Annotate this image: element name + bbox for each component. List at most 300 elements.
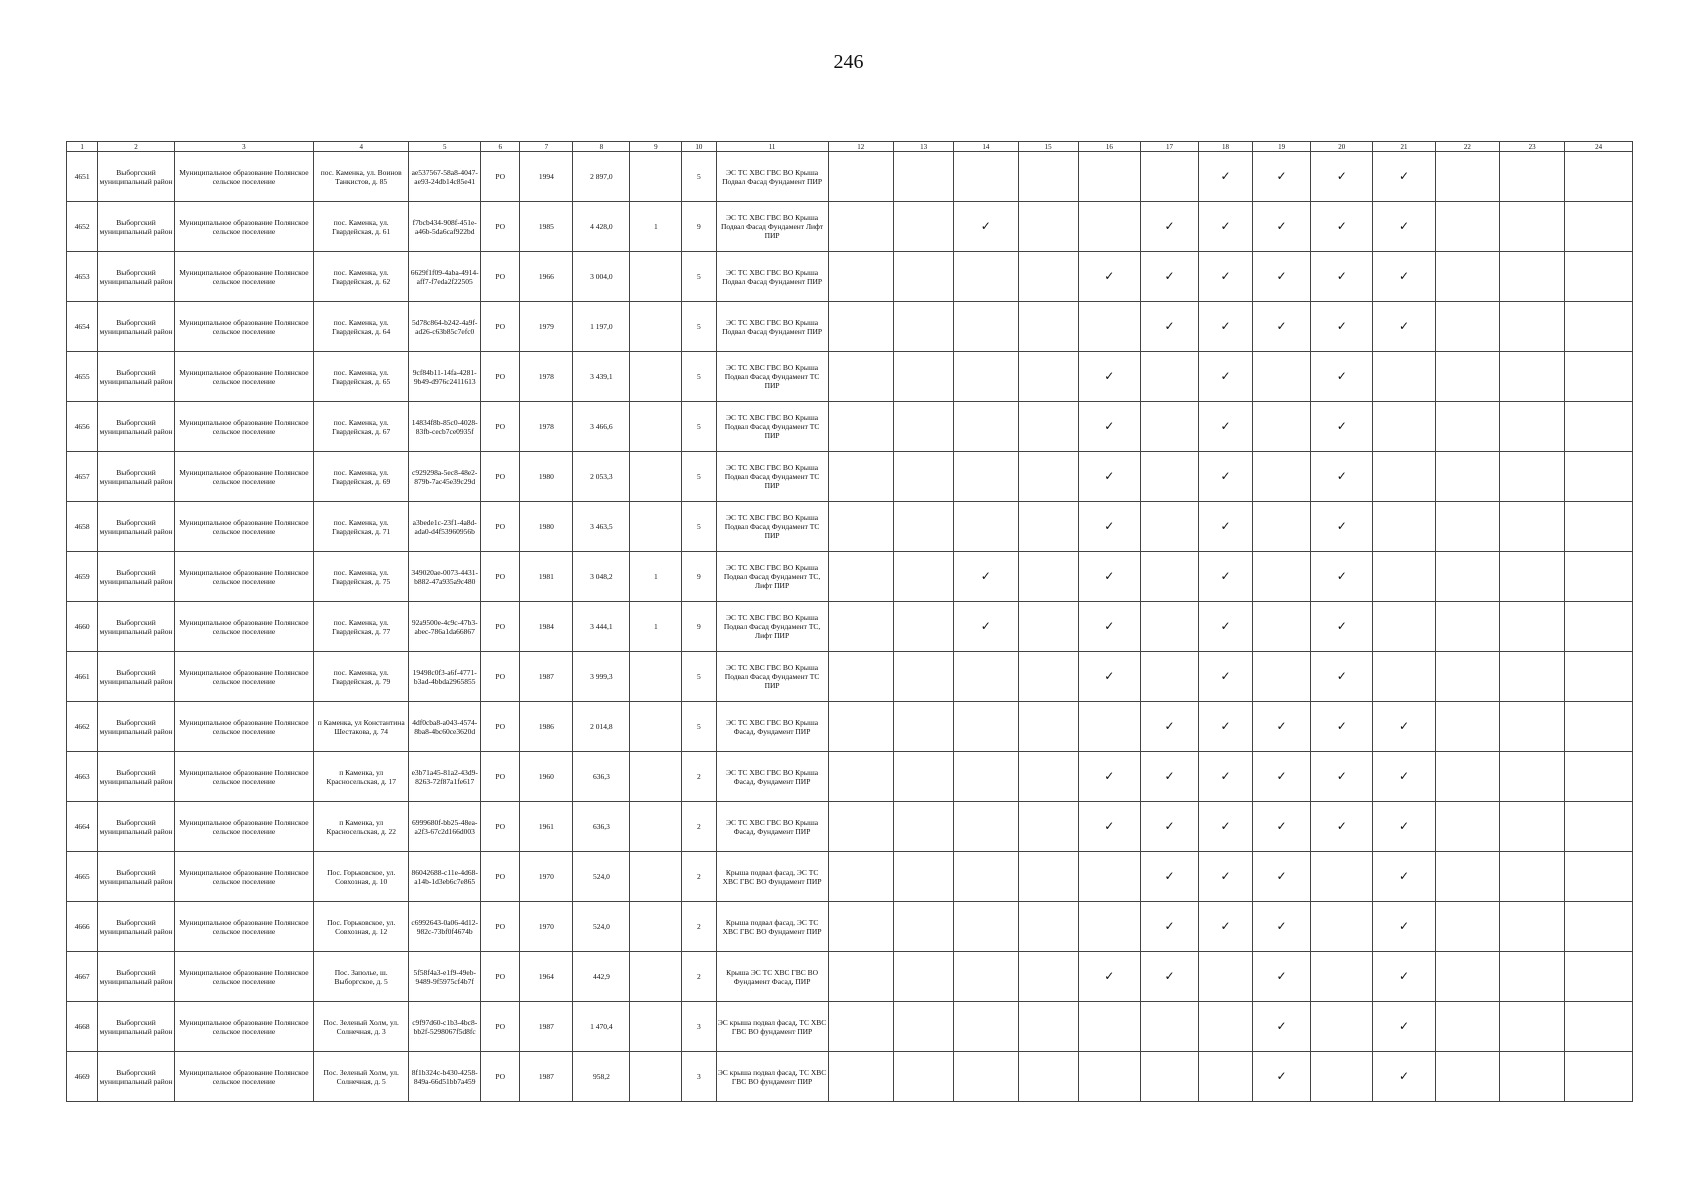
column-19-cell (1253, 202, 1311, 252)
column-18-cell (1199, 702, 1253, 752)
column-16-cell (1078, 352, 1140, 402)
column-20-cell (1311, 602, 1373, 652)
row-number-cell: 4659 (67, 552, 98, 602)
works-list-cell: ЭС крыша подвал фасад, ТС ХВС ГВС ВО фундамент ПИР (716, 1052, 828, 1102)
check-mark-icon: ✓ (1336, 568, 1347, 583)
table-row (67, 1052, 1633, 1102)
column-19-cell (1253, 252, 1311, 302)
check-mark-icon: ✓ (1398, 818, 1410, 833)
column-number-20: 20 (1311, 142, 1373, 152)
column-9-cell (630, 152, 682, 202)
column-9-cell (630, 502, 682, 552)
row-number-cell: 4669 (67, 1052, 98, 1102)
column-17-cell (1140, 302, 1198, 352)
check-mark-icon: ✓ (1336, 618, 1347, 633)
column-15-cell (1018, 652, 1078, 702)
column-21-cell (1373, 652, 1435, 702)
guid-cell: 349020ae-0073-4431-b882-47a935a9c480 (409, 552, 481, 602)
address-cell: п Каменка, ул Красносельская, д. 17 (313, 752, 408, 802)
column-19-cell (1253, 702, 1311, 752)
column-23-cell (1499, 602, 1564, 652)
column-13-cell (893, 302, 953, 352)
column-21-cell (1373, 1052, 1435, 1102)
column-23-cell (1499, 202, 1564, 252)
column-24-cell (1565, 952, 1633, 1002)
address-cell: Пос. Заполье, ш. Выборгское, д. 5 (313, 952, 408, 1002)
area-cell: 3 004,0 (573, 252, 630, 302)
management-type-cell: РО (481, 852, 520, 902)
municipality-cell: Муниципальное образование Полянское сельское поселение (174, 302, 313, 352)
column-23-cell (1499, 402, 1564, 452)
floors-cell: 9 (682, 202, 716, 252)
column-16-cell (1078, 952, 1140, 1002)
column-15-cell (1018, 252, 1078, 302)
column-16-cell (1078, 302, 1140, 352)
column-22-cell (1435, 1052, 1499, 1102)
column-22-cell (1435, 1002, 1499, 1052)
check-mark-icon: ✓ (1398, 1018, 1410, 1033)
works-list-cell: ЭС ТС ХВС ГВС ВО Крыша Подвал Фасад Фундамент ПИР (716, 252, 828, 302)
year-built-cell: 1960 (520, 752, 573, 802)
column-21-cell (1373, 952, 1435, 1002)
column-number-8: 8 (573, 142, 630, 152)
district-cell: Выборгский муниципальный район (98, 352, 175, 402)
works-list-cell: ЭС ТС ХВС ГВС ВО Крыша Подвал Фасад Фундамент ТС ПИР (716, 402, 828, 452)
table-row (67, 302, 1633, 352)
area-cell: 3 439,1 (573, 352, 630, 402)
column-13-cell (893, 952, 953, 1002)
column-13-cell (893, 252, 953, 302)
row-number-cell: 4660 (67, 602, 98, 652)
works-list-cell: ЭС ТС ХВС ГВС ВО Крыша Подвал Фасад Фундамент ПИР (716, 302, 828, 352)
guid-cell: c9f97d60-c1b3-4bc8-bb2f-5298067f5d8fc (409, 1002, 481, 1052)
floors-cell: 5 (682, 652, 716, 702)
column-12-cell (828, 202, 893, 252)
check-mark-icon: ✓ (1398, 768, 1410, 783)
column-12-cell (828, 452, 893, 502)
works-list-cell: ЭС ТС ХВС ГВС ВО Крыша Подвал Фасад Фундамент ТС, Лифт ПИР (716, 552, 828, 602)
check-mark-icon: ✓ (1104, 468, 1115, 483)
column-12-cell (828, 502, 893, 552)
column-12-cell (828, 602, 893, 652)
column-22-cell (1435, 602, 1499, 652)
column-22-cell (1435, 152, 1499, 202)
column-18-cell (1199, 252, 1253, 302)
check-mark-icon: ✓ (1104, 368, 1115, 383)
management-type-cell: РО (481, 752, 520, 802)
check-mark-icon: ✓ (1336, 818, 1347, 833)
area-cell: 1 470,4 (573, 1002, 630, 1052)
floors-cell: 5 (682, 452, 716, 502)
column-18-cell (1199, 602, 1253, 652)
check-mark-icon: ✓ (1220, 768, 1231, 783)
row-number-cell: 4658 (67, 502, 98, 552)
works-list-cell: ЭС ТС ХВС ГВС ВО Крыша Подвал Фасад Фундамент ТС ПИР (716, 352, 828, 402)
column-22-cell (1435, 802, 1499, 852)
check-mark-icon: ✓ (1220, 618, 1231, 633)
column-12-cell (828, 902, 893, 952)
column-17-cell (1140, 852, 1198, 902)
column-21-cell (1373, 202, 1435, 252)
column-12-cell (828, 702, 893, 752)
column-23-cell (1499, 1002, 1564, 1052)
row-number-cell: 4667 (67, 952, 98, 1002)
column-12-cell (828, 802, 893, 852)
column-16-cell (1078, 702, 1140, 752)
management-type-cell: РО (481, 202, 520, 252)
check-mark-icon: ✓ (1276, 1018, 1287, 1033)
column-17-cell (1140, 752, 1198, 802)
district-cell: Выборгский муниципальный район (98, 602, 175, 652)
column-21-cell (1373, 752, 1435, 802)
works-list-cell: ЭС ТС ХВС ГВС ВО Крыша Подвал Фасад Фундамент ТС ПИР (716, 502, 828, 552)
district-cell: Выборгский муниципальный район (98, 752, 175, 802)
column-21-cell (1373, 452, 1435, 502)
area-cell: 2 053,3 (573, 452, 630, 502)
floors-cell: 3 (682, 1002, 716, 1052)
check-mark-icon: ✓ (1220, 468, 1231, 483)
management-type-cell: РО (481, 252, 520, 302)
column-18-cell (1199, 1002, 1253, 1052)
column-24-cell (1565, 1002, 1633, 1052)
column-14-cell (954, 552, 1018, 602)
guid-cell: 86042688-c11e-4d68-a14b-1d3eb6c7e865 (409, 852, 481, 902)
column-12-cell (828, 152, 893, 202)
column-16-cell (1078, 752, 1140, 802)
column-14-cell (954, 202, 1018, 252)
column-22-cell (1435, 952, 1499, 1002)
area-cell: 3 048,2 (573, 552, 630, 602)
column-13-cell (893, 552, 953, 602)
column-15-cell (1018, 552, 1078, 602)
column-23-cell (1499, 552, 1564, 602)
column-24-cell (1565, 302, 1633, 352)
column-18-cell (1199, 902, 1253, 952)
check-mark-icon: ✓ (1164, 818, 1175, 833)
column-22-cell (1435, 652, 1499, 702)
column-9-cell (630, 452, 682, 502)
column-13-cell (893, 802, 953, 852)
management-type-cell: РО (481, 1052, 520, 1102)
column-19-cell (1253, 302, 1311, 352)
column-21-cell (1373, 502, 1435, 552)
guid-cell: 19498c0f3-a6f-4771-b3ad-4bbda2965855 (409, 652, 481, 702)
row-number-cell: 4663 (67, 752, 98, 802)
municipality-cell: Муниципальное образование Полянское сельское поселение (174, 452, 313, 502)
column-number-24: 24 (1565, 142, 1633, 152)
column-22-cell (1435, 402, 1499, 452)
check-mark-icon: ✓ (1164, 718, 1175, 733)
works-list-cell: ЭС ТС ХВС ГВС ВО Крыша Подвал Фасад Фундамент ПИР (716, 152, 828, 202)
column-24-cell (1565, 852, 1633, 902)
check-mark-icon: ✓ (1276, 818, 1287, 833)
year-built-cell: 1978 (520, 402, 573, 452)
column-number-header-row (67, 142, 1633, 152)
area-cell: 3 463,5 (573, 502, 630, 552)
guid-cell: 5f58f4a3-e1f9-49eb-9489-9f5975cf4b7f (409, 952, 481, 1002)
column-24-cell (1565, 702, 1633, 752)
row-number-cell: 4665 (67, 852, 98, 902)
column-20-cell (1311, 552, 1373, 602)
row-number-cell: 4668 (67, 1002, 98, 1052)
check-mark-icon: ✓ (1336, 418, 1347, 433)
column-20-cell (1311, 402, 1373, 452)
column-20-cell (1311, 752, 1373, 802)
column-22-cell (1435, 752, 1499, 802)
check-mark-icon: ✓ (1336, 268, 1347, 283)
year-built-cell: 1966 (520, 252, 573, 302)
column-18-cell (1199, 402, 1253, 452)
column-22-cell (1435, 502, 1499, 552)
year-built-cell: 1970 (520, 902, 573, 952)
table-row (67, 902, 1633, 952)
works-list-cell: ЭС ТС ХВС ГВС ВО Крыша Фасад, Фундамент ПИР (716, 802, 828, 852)
municipality-cell: Муниципальное образование Полянское сельское поселение (174, 802, 313, 852)
check-mark-icon: ✓ (1164, 768, 1175, 783)
floors-cell: 5 (682, 702, 716, 752)
municipality-cell: Муниципальное образование Полянское сельское поселение (174, 152, 313, 202)
column-number-7: 7 (520, 142, 573, 152)
column-23-cell (1499, 352, 1564, 402)
guid-cell: 4df0cba8-a043-4574-8ba8-4bc60ce3620d (409, 702, 481, 752)
district-cell: Выборгский муниципальный район (98, 702, 175, 752)
check-mark-icon: ✓ (1336, 518, 1347, 533)
column-12-cell (828, 952, 893, 1002)
column-22-cell (1435, 552, 1499, 602)
column-24-cell (1565, 202, 1633, 252)
column-14-cell (954, 402, 1018, 452)
column-19-cell (1253, 502, 1311, 552)
management-type-cell: РО (481, 402, 520, 452)
column-number-1: 1 (67, 142, 98, 152)
column-15-cell (1018, 352, 1078, 402)
table-row (67, 1002, 1633, 1052)
address-cell: пос. Каменка, ул. Гвардейская, д. 77 (313, 602, 408, 652)
floors-cell: 5 (682, 302, 716, 352)
check-mark-icon: ✓ (1220, 168, 1231, 183)
column-23-cell (1499, 802, 1564, 852)
year-built-cell: 1980 (520, 502, 573, 552)
column-24-cell (1565, 552, 1633, 602)
column-16-cell (1078, 502, 1140, 552)
management-type-cell: РО (481, 152, 520, 202)
district-cell: Выборгский муниципальный район (98, 652, 175, 702)
column-21-cell (1373, 1002, 1435, 1052)
column-16-cell (1078, 552, 1140, 602)
check-mark-icon: ✓ (1164, 868, 1175, 883)
column-17-cell (1140, 252, 1198, 302)
municipality-cell: Муниципальное образование Полянское сельское поселение (174, 352, 313, 402)
floors-cell: 2 (682, 902, 716, 952)
management-type-cell: РО (481, 602, 520, 652)
column-16-cell (1078, 802, 1140, 852)
column-24-cell (1565, 802, 1633, 852)
column-24-cell (1565, 652, 1633, 702)
area-cell: 3 466,6 (573, 402, 630, 452)
table-row (67, 652, 1633, 702)
column-19-cell (1253, 452, 1311, 502)
column-17-cell (1140, 452, 1198, 502)
check-mark-icon: ✓ (1276, 918, 1287, 933)
check-mark-icon: ✓ (1220, 918, 1231, 933)
column-18-cell (1199, 152, 1253, 202)
column-20-cell (1311, 1052, 1373, 1102)
column-20-cell (1311, 152, 1373, 202)
row-number-cell: 4666 (67, 902, 98, 952)
check-mark-icon: ✓ (1276, 218, 1287, 233)
column-9-cell (630, 1052, 682, 1102)
check-mark-icon: ✓ (1104, 668, 1115, 683)
column-15-cell (1018, 452, 1078, 502)
municipality-cell: Муниципальное образование Полянское сельское поселение (174, 1052, 313, 1102)
address-cell: пос. Каменка, ул. Гвардейская, д. 71 (313, 502, 408, 552)
address-cell: пос. Каменка, ул. Гвардейская, д. 61 (313, 202, 408, 252)
management-type-cell: РО (481, 552, 520, 602)
floors-cell: 5 (682, 252, 716, 302)
column-22-cell (1435, 252, 1499, 302)
column-17-cell (1140, 702, 1198, 752)
column-13-cell (893, 202, 953, 252)
check-mark-icon: ✓ (1336, 368, 1347, 383)
column-17-cell (1140, 402, 1198, 452)
check-mark-icon: ✓ (1104, 518, 1115, 533)
check-mark-icon: ✓ (1164, 218, 1175, 233)
check-mark-icon: ✓ (1398, 168, 1410, 183)
year-built-cell: 1987 (520, 652, 573, 702)
column-24-cell (1565, 452, 1633, 502)
management-type-cell: РО (481, 802, 520, 852)
year-built-cell: 1980 (520, 452, 573, 502)
year-built-cell: 1981 (520, 552, 573, 602)
column-13-cell (893, 602, 953, 652)
area-cell: 636,3 (573, 802, 630, 852)
column-20-cell (1311, 502, 1373, 552)
column-24-cell (1565, 502, 1633, 552)
check-mark-icon: ✓ (1276, 868, 1287, 883)
column-20-cell (1311, 702, 1373, 752)
column-number-4: 4 (313, 142, 408, 152)
column-17-cell (1140, 152, 1198, 202)
works-list-cell: ЭС ТС ХВС ГВС ВО Крыша Фасад, Фундамент ПИР (716, 702, 828, 752)
floors-cell: 9 (682, 552, 716, 602)
area-cell: 1 197,0 (573, 302, 630, 352)
area-cell: 4 428,0 (573, 202, 630, 252)
year-built-cell: 1984 (520, 602, 573, 652)
check-mark-icon: ✓ (1104, 568, 1115, 583)
column-9-cell (630, 802, 682, 852)
column-number-9: 9 (630, 142, 682, 152)
registry-table (66, 141, 1633, 1102)
check-mark-icon: ✓ (1220, 868, 1231, 883)
address-cell: п Каменка, ул Красносельская, д. 22 (313, 802, 408, 852)
municipality-cell: Муниципальное образование Полянское сельское поселение (174, 702, 313, 752)
guid-cell: ae537567-58a8-4047-ae93-24db14c85e41 (409, 152, 481, 202)
management-type-cell: РО (481, 702, 520, 752)
check-mark-icon: ✓ (1398, 968, 1410, 983)
column-17-cell (1140, 652, 1198, 702)
check-mark-icon: ✓ (1398, 1068, 1410, 1083)
check-mark-icon: ✓ (1336, 668, 1347, 683)
column-21-cell (1373, 352, 1435, 402)
column-15-cell (1018, 602, 1078, 652)
guid-cell: 8f1b324c-b430-4258-849a-66d51bb7a459 (409, 1052, 481, 1102)
management-type-cell: РО (481, 452, 520, 502)
municipality-cell: Муниципальное образование Полянское сельское поселение (174, 602, 313, 652)
column-23-cell (1499, 252, 1564, 302)
column-22-cell (1435, 902, 1499, 952)
column-12-cell (828, 852, 893, 902)
column-13-cell (893, 352, 953, 402)
column-9-cell (630, 852, 682, 902)
column-9-cell (630, 1002, 682, 1052)
address-cell: пос. Каменка, ул. Гвардейская, д. 69 (313, 452, 408, 502)
column-9-cell (630, 652, 682, 702)
district-cell: Выборгский муниципальный район (98, 1052, 175, 1102)
check-mark-icon: ✓ (1220, 218, 1231, 233)
check-mark-icon: ✓ (1336, 468, 1347, 483)
column-19-cell (1253, 1002, 1311, 1052)
column-13-cell (893, 402, 953, 452)
column-15-cell (1018, 852, 1078, 902)
district-cell: Выборгский муниципальный район (98, 1002, 175, 1052)
column-23-cell (1499, 1052, 1564, 1102)
column-24-cell (1565, 752, 1633, 802)
check-mark-icon: ✓ (1336, 218, 1347, 233)
district-cell: Выборгский муниципальный район (98, 552, 175, 602)
address-cell: пос. Каменка, ул. Гвардейская, д. 79 (313, 652, 408, 702)
check-mark-icon: ✓ (1104, 818, 1115, 833)
column-20-cell (1311, 352, 1373, 402)
guid-cell: c6992643-0a06-4d12-982c-73bf0f4674b (409, 902, 481, 952)
column-21-cell (1373, 902, 1435, 952)
column-23-cell (1499, 852, 1564, 902)
check-mark-icon: ✓ (1398, 918, 1410, 933)
table-row (67, 952, 1633, 1002)
column-18-cell (1199, 202, 1253, 252)
column-15-cell (1018, 802, 1078, 852)
column-18-cell (1199, 502, 1253, 552)
column-number-10: 10 (682, 142, 716, 152)
column-14-cell (954, 352, 1018, 402)
column-15-cell (1018, 1002, 1078, 1052)
column-13-cell (893, 502, 953, 552)
column-19-cell (1253, 952, 1311, 1002)
column-number-21: 21 (1373, 142, 1435, 152)
column-13-cell (893, 1052, 953, 1102)
check-mark-icon: ✓ (1276, 718, 1287, 733)
municipality-cell: Муниципальное образование Полянское сельское поселение (174, 202, 313, 252)
municipality-cell: Муниципальное образование Полянское сельское поселение (174, 402, 313, 452)
column-13-cell (893, 702, 953, 752)
check-mark-icon: ✓ (1164, 918, 1175, 933)
row-number-cell: 4653 (67, 252, 98, 302)
column-9-cell (630, 302, 682, 352)
floors-cell: 5 (682, 502, 716, 552)
column-13-cell (893, 652, 953, 702)
year-built-cell: 1985 (520, 202, 573, 252)
table-row (67, 352, 1633, 402)
column-24-cell (1565, 352, 1633, 402)
column-20-cell (1311, 202, 1373, 252)
check-mark-icon: ✓ (1104, 618, 1115, 633)
address-cell: Пос. Зеленый Холм, ул. Солнечная, д. 3 (313, 1002, 408, 1052)
column-16-cell (1078, 202, 1140, 252)
municipality-cell: Муниципальное образование Полянское сельское поселение (174, 852, 313, 902)
guid-cell: a3bede1c-23f1-4a8d-ada0-d4f53960956b (409, 502, 481, 552)
address-cell: Пос. Горьковское, ул. Совхозная, д. 10 (313, 852, 408, 902)
column-13-cell (893, 452, 953, 502)
column-23-cell (1499, 652, 1564, 702)
